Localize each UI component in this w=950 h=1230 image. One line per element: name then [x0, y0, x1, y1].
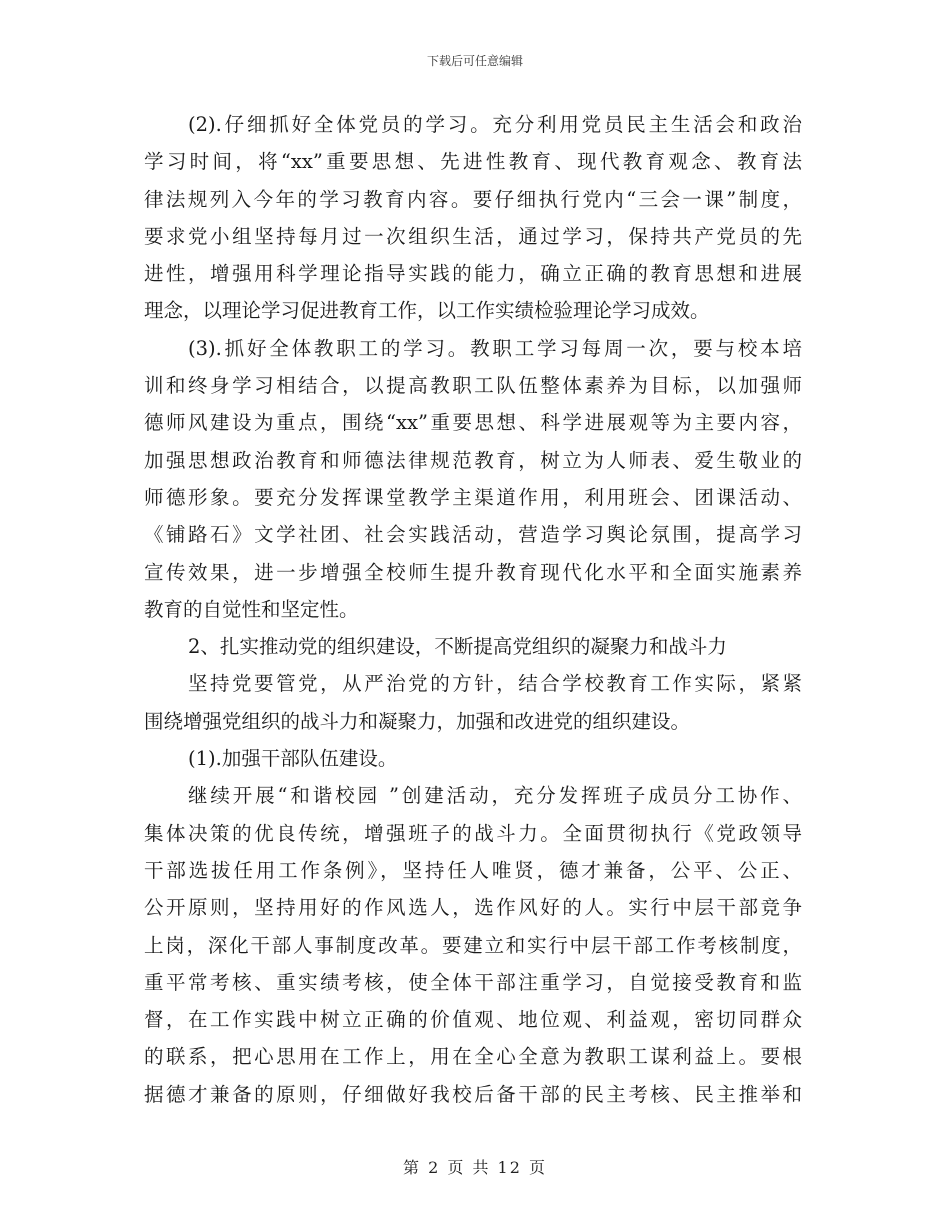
page-header: 下载后可任意编辑 — [426, 54, 523, 68]
text-line: 上岗，深化干部人事制度改革。要建立和实行中层干部工作考核制度， — [144, 933, 802, 957]
text-line: 训和终身学习相结合，以提高教职工队伍整体素养为目标，以加强师 — [144, 374, 802, 398]
text-line: 围绕增强党组织的战斗力和凝聚力，加强和改进党的组织建设。 — [144, 709, 691, 733]
text-line: (2).仔细抓好全体党员的学习。充分利用党员民主生活会和政治 — [188, 113, 802, 136]
text-line: 公开原则，坚持用好的作风选人，选作风好的人。实行中层干部竞争 — [144, 896, 802, 920]
text-line: 加强思想政治教育和师德法律规范教育，树立为人师表、爱生敬业的 — [144, 448, 802, 472]
text-line: 集体决策的优良传统，增强班子的战斗力。全面贯彻执行《党政领导 — [144, 821, 802, 845]
text-line: 师德形象。要充分发挥课堂教学主渠道作用，利用班会、团课活动、 — [144, 485, 802, 509]
text-line: 《铺路石》文学社团、社会实践活动，营造学习舆论氛围，提高学习 — [144, 523, 802, 547]
text-line: 进性，增强用科学理论指导实践的能力，确立正确的教育思想和进展 — [144, 262, 802, 286]
text-line: 宣传效果，进一步增强全校师生提升教育现代化水平和全面实施素养 — [144, 560, 802, 584]
text-line: 德师风建设为重点，围绕“xx”重要思想、科学进展观等为主要内容， — [144, 411, 802, 435]
text-line: 的联系，把心思用在工作上，用在全心全意为教职工谋利益上。要根 — [144, 1045, 802, 1069]
text-line: 教育的自觉性和坚定性。 — [144, 597, 359, 621]
page-number-footer: 第 2 页 共 12 页 — [403, 1158, 547, 1177]
text-line: 督，在工作实践中树立正确的价值观、地位观、利益观，密切同群众 — [144, 1008, 802, 1032]
text-line: 理念，以理论学习促进教育工作，以工作实绩检验理论学习成效。 — [144, 299, 710, 323]
text-line: 干部选拔任用工作条例》，坚持任人唯贤，德才兼备，公平、公正、 — [144, 858, 802, 882]
text-line: (3).抓好全体教职工的学习。教职工学习每周一次，要与校本培 — [188, 336, 802, 360]
text-line: 据德才兼备的原则，仔细做好我校后备干部的民主考核、民主推举和 — [144, 1082, 802, 1106]
text-line: 要求党小组坚持每月过一次组织生活，通过学习，保持共产党员的先 — [144, 224, 802, 248]
text-line: 重平常考核、重实绩考核，使全体干部注重学习，自觉接受教育和监 — [144, 970, 802, 994]
section-heading: 2、扎实推动党的组织建设，不断提高党组织的凝聚力和战斗力 — [188, 635, 727, 659]
text-line: 学习时间，将“xx”重要思想、先进性教育、现代教育观念、教育法 — [144, 150, 802, 174]
text-line: 坚持党要管党，从严治党的方针，结合学校教育工作实际，紧紧 — [188, 672, 802, 696]
text-line: 继续开展“和谐校园 ”创建活动，充分发挥班子成员分工协作、 — [188, 784, 802, 808]
text-line: 律法规列入今年的学习教育内容。要仔细执行党内“三会一课”制度， — [144, 187, 802, 211]
subsection-heading: (1).加强干部队伍建设。 — [188, 747, 398, 771]
document-body — [144, 106, 802, 1113]
